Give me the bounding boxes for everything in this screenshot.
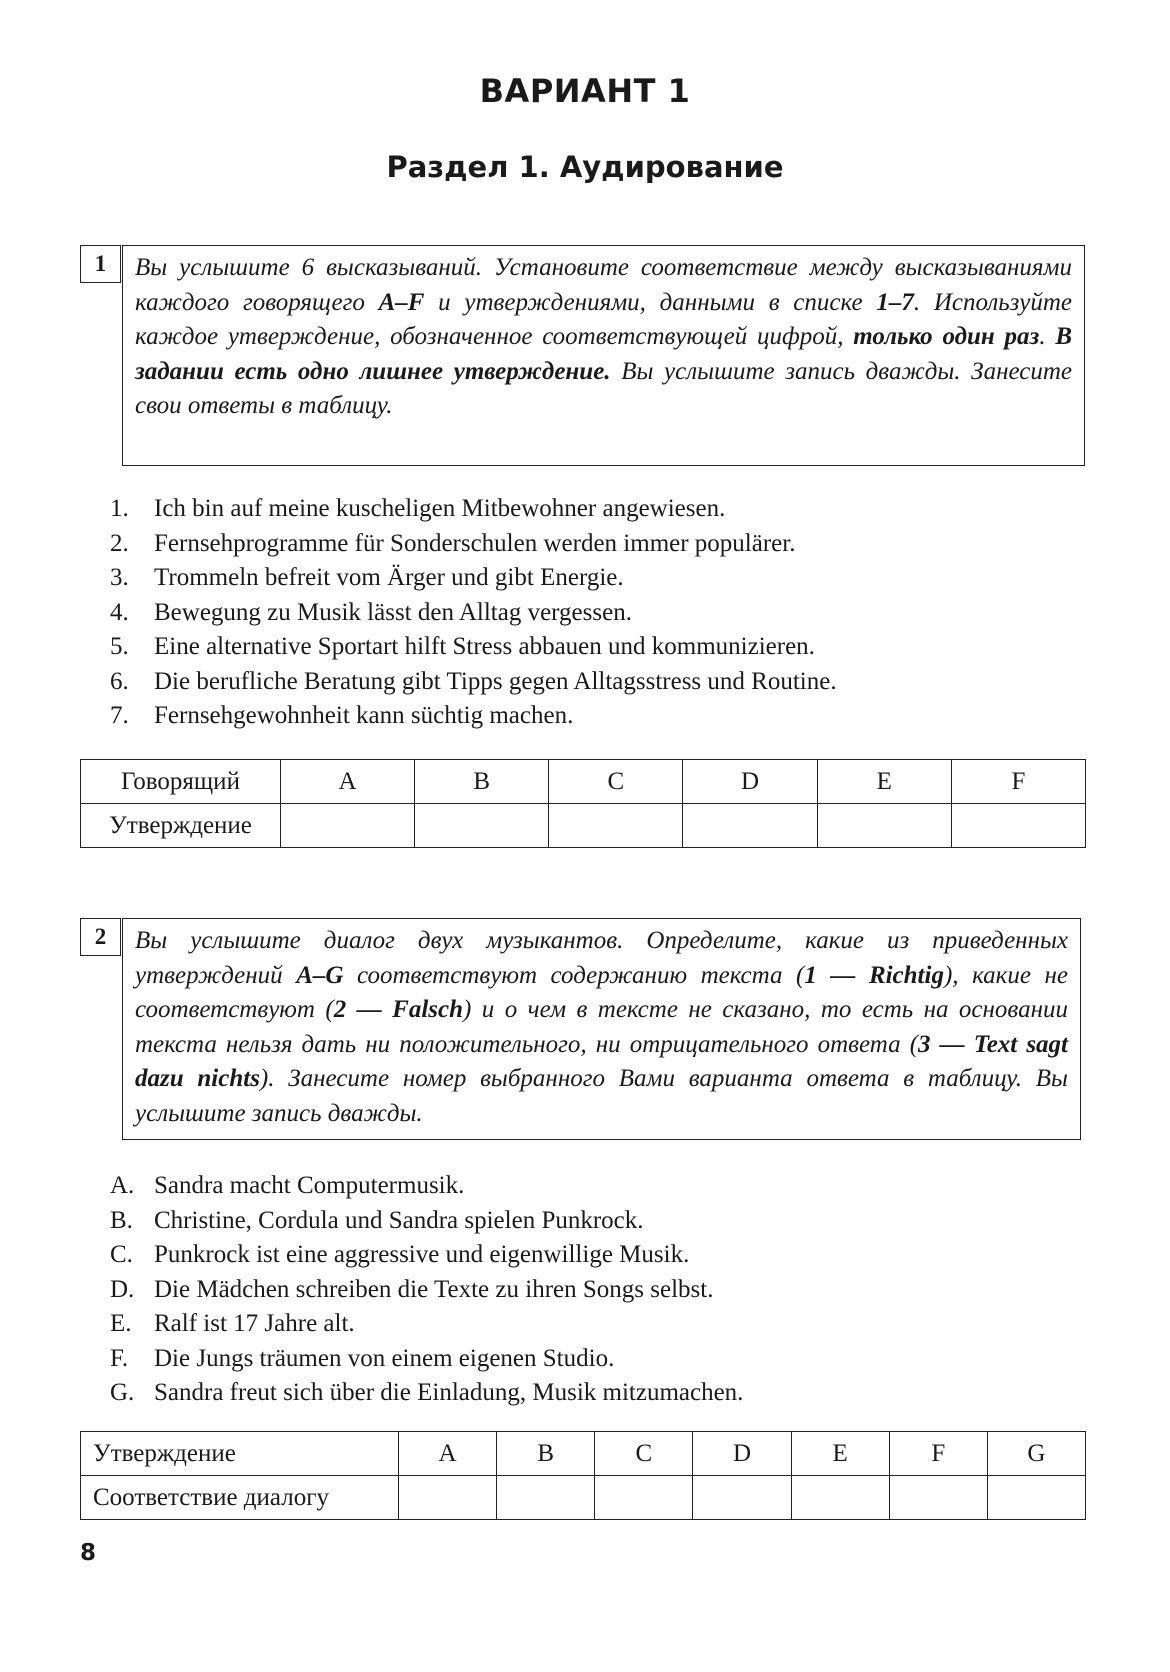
- list-item: 2. Fernsehprogramme für Sonderschulen werden immer populärer.: [110, 529, 796, 557]
- task-1-statement-list: [110, 492, 837, 734]
- table-header-cell: B: [497, 1432, 595, 1476]
- task-2-instructions: [122, 918, 1081, 1140]
- answer-cell[interactable]: [595, 1476, 693, 1520]
- answer-cell[interactable]: [987, 1476, 1085, 1520]
- table-row-label: Соответствие диалогу: [81, 1476, 399, 1520]
- task-1-answer-table: [80, 759, 1086, 848]
- answer-cell[interactable]: [399, 1476, 497, 1520]
- table-header-cell: F: [889, 1432, 987, 1476]
- answer-cell[interactable]: [683, 804, 817, 848]
- list-item: 3. Trommeln befreit vom Ärger und gibt Energie.: [110, 564, 624, 591]
- variant-title: ВАРИАНТ 1: [479, 72, 691, 110]
- task-1-instructions: [122, 245, 1085, 466]
- answer-cell[interactable]: [791, 1476, 889, 1520]
- table-header-cell: A: [281, 760, 415, 804]
- answer-cell[interactable]: [889, 1476, 987, 1520]
- table-header-cell: G: [987, 1432, 1085, 1476]
- list-item: G. Sandra freut sich über die Einladung, Musik mitzumachen.: [110, 1379, 744, 1406]
- answer-cell[interactable]: [415, 804, 549, 848]
- section-title: Раздел 1. Аудирование: [386, 150, 784, 184]
- answer-cell[interactable]: [281, 804, 415, 848]
- table-row: [81, 804, 1086, 848]
- task-2-number: 2: [80, 918, 121, 956]
- answer-cell[interactable]: [817, 804, 951, 848]
- table-header-cell: E: [791, 1432, 889, 1476]
- list-item: D. Die Mädchen schreiben die Texte zu ihren Songs selbst.: [110, 1275, 714, 1303]
- list-item: F. Die Jungs träumen von einem eigenen Studio.: [110, 1344, 615, 1372]
- task-2-answer-table: [80, 1431, 1086, 1520]
- answer-cell[interactable]: [951, 804, 1085, 848]
- list-item: 5. Eine alternative Sportart hilft Stress abbauen und kommunizieren.: [110, 633, 815, 660]
- table-header-cell: E: [817, 760, 951, 804]
- table-header-cell: Утверждение: [81, 1432, 399, 1476]
- list-item: 1. Ich bin auf meine kuscheligen Mitbewohner angewiesen.: [110, 495, 726, 522]
- table-header-cell: D: [693, 1432, 791, 1476]
- answer-cell[interactable]: [497, 1476, 595, 1520]
- list-item: A. Sandra macht Computermusik.: [110, 1172, 465, 1199]
- table-header-cell: B: [415, 760, 549, 804]
- task-1-number: 1: [80, 245, 121, 283]
- task-2-instruction-text: Вы услышите диалог двух музыкантов. Определите, какие из приведенных утверждений A–G соответствуют содержанию текста (1 — Richtig), какие не соответствуют (2 — Falsch) и о чем в тексте не сказано, то есть на основании текста нельзя дать ни положительного, ни отрицательного ответа (3 — Text sagt dazu nichts). Занесите номер выбранного Вами варианта ответа в таблицу. Вы услышите запись дважды.: [135, 927, 1069, 1127]
- table-header-cell: Говорящий: [81, 760, 281, 804]
- list-item: 6. Die berufliche Beratung gibt Tipps gegen Alltagsstress und Routine.: [110, 667, 837, 695]
- table-row-label: Утверждение: [81, 804, 281, 848]
- table-header-cell: F: [951, 760, 1085, 804]
- task-2-statement-list: [110, 1169, 743, 1411]
- page-number: 8: [80, 1540, 97, 1566]
- table-row: [81, 1432, 1086, 1476]
- list-item: 4. Bewegung zu Musik lässt den Alltag vergessen.: [110, 598, 632, 626]
- list-item: E. Ralf ist 17 Jahre alt.: [110, 1310, 355, 1337]
- table-header-cell: D: [683, 760, 817, 804]
- answer-cell[interactable]: [549, 804, 683, 848]
- task-1-instruction-text: Вы услышите 6 высказываний. Установите соответствие между высказываниями каждого говорящего A–F и утверждениями, данными в списке 1–7. Используйте каждое утверждение, обозначенное соответствующей цифрой, только один раз. В задании есть одно лишнее утверждение. Вы услышите запись дважды. Занесите свои ответы в таблицу.: [135, 254, 1073, 420]
- list-item: C. Punkrock ist eine aggressive und eigenwillige Musik.: [110, 1241, 690, 1268]
- list-item: 7. Fernsehgewohnheit kann süchtig machen.: [110, 702, 574, 729]
- table-row: [81, 1476, 1086, 1520]
- answer-cell[interactable]: [693, 1476, 791, 1520]
- list-item: B. Christine, Cordula und Sandra spielen Punkrock.: [110, 1206, 644, 1234]
- table-row: [81, 760, 1086, 804]
- table-header-cell: C: [549, 760, 683, 804]
- table-header-cell: A: [399, 1432, 497, 1476]
- table-header-cell: C: [595, 1432, 693, 1476]
